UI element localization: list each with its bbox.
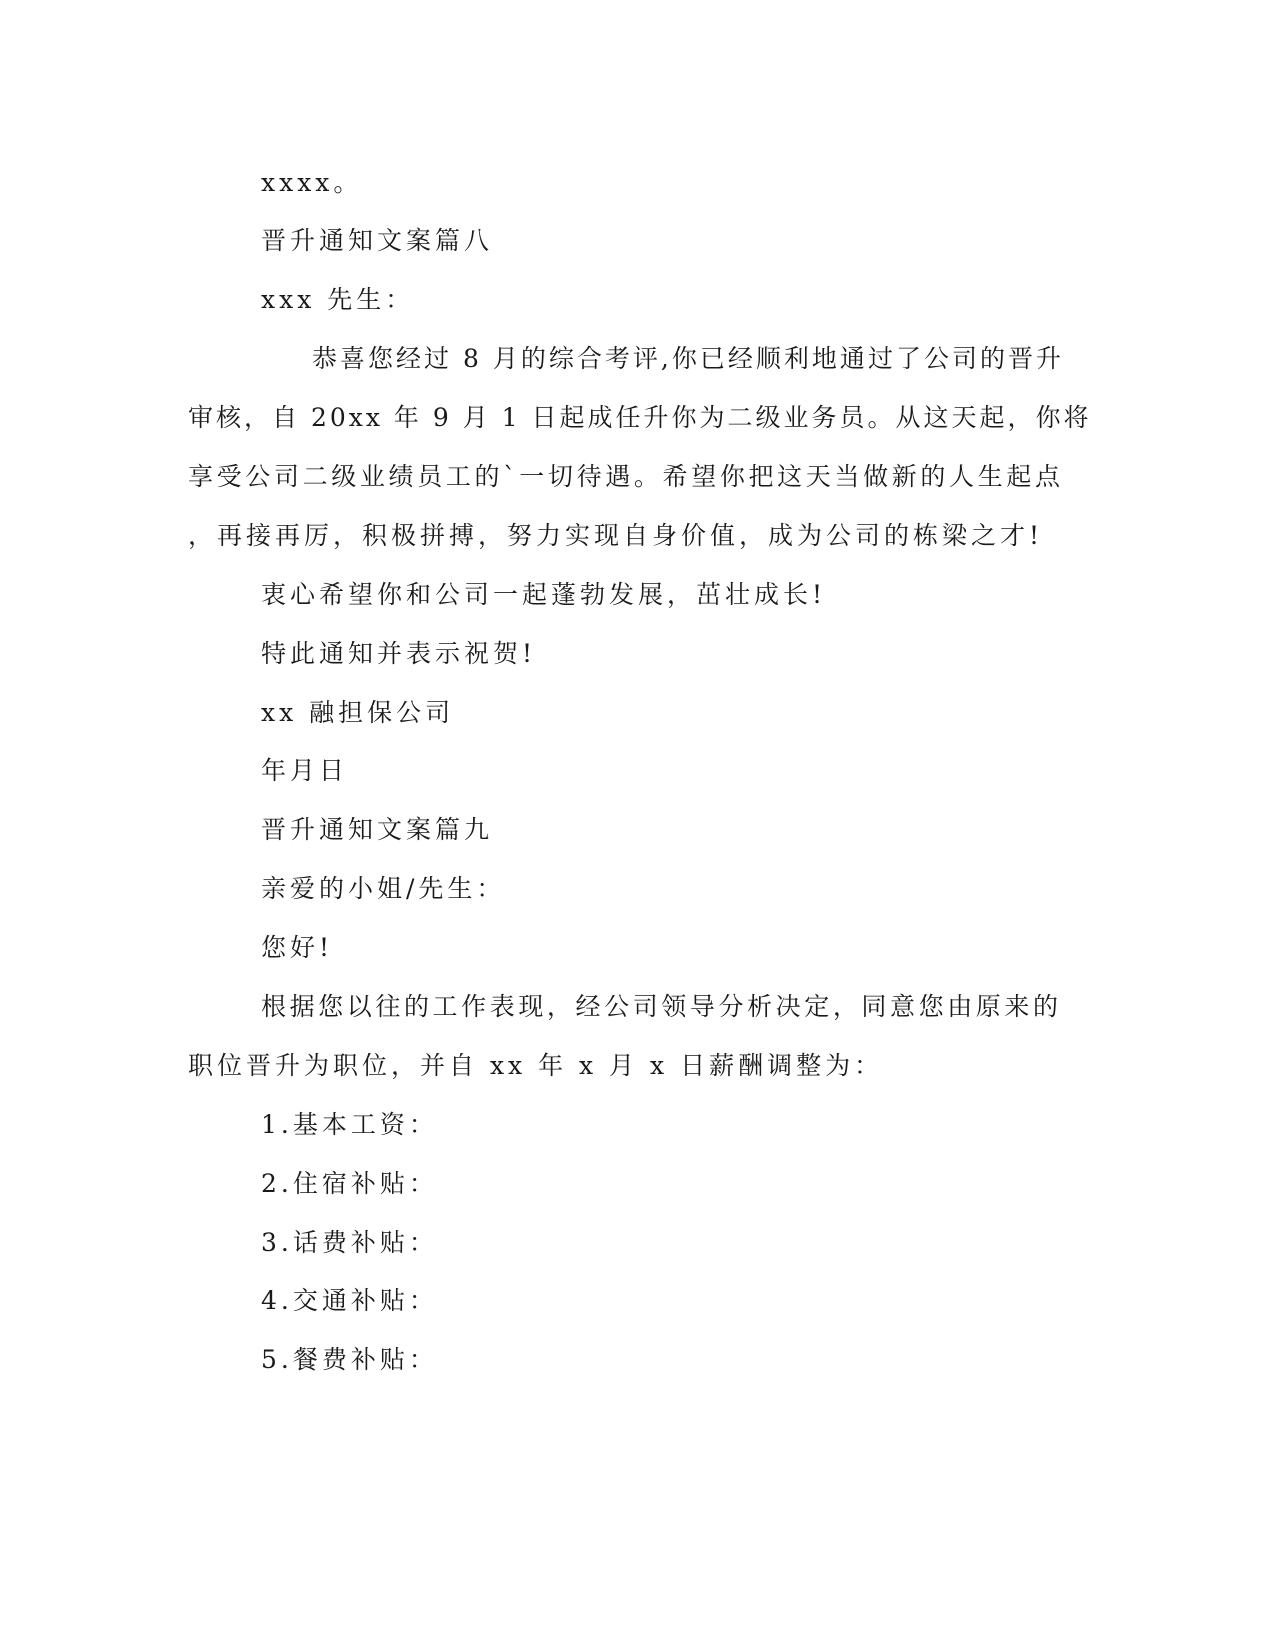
list-item: 1.基本工资：	[261, 1110, 438, 1139]
paragraph-line: 特此通知并表示祝贺!	[261, 639, 537, 668]
text-line-closing-fragment: xxxx。	[261, 168, 363, 197]
salutation-mr: xxx 先生：	[261, 285, 415, 314]
paragraph-line: 衷心希望你和公司一起蓬勃发展，茁壮成长!	[261, 580, 827, 609]
signature-date: 年月日	[261, 756, 349, 785]
paragraph-line: 审核，自 20xx 年 9 月 1 日起成任升你为二级业务员。从这天起，你将	[188, 403, 1092, 432]
greeting: 您好!	[261, 933, 334, 962]
list-item: 2.住宿补贴：	[261, 1169, 438, 1198]
section-heading-8: 晋升通知文案篇八	[261, 226, 494, 255]
section-heading-9: 晋升通知文案篇九	[261, 815, 494, 844]
paragraph-line: 职位晋升为职位，并自 xx 年 x 月 x 日薪酬调整为：	[188, 1051, 884, 1080]
paragraph-line: 根据您以往的工作表现，经公司领导分析决定，同意您由原来的	[261, 992, 1061, 1021]
list-item: 3.话费补贴：	[261, 1228, 438, 1257]
paragraph-line: 恭喜您经过 8 月的综合考评,你已经顺利地通过了公司的晋升	[312, 344, 1064, 373]
salutation-dear: 亲爱的小姐/先生：	[261, 874, 506, 903]
paragraph-line: ，再接再厉，积极拼搏，努力实现自身价值，成为公司的栋梁之才!	[188, 521, 1044, 550]
paragraph-line: 享受公司二级业绩员工的`一切待遇。希望你把这天当做新的人生起点	[188, 462, 1063, 491]
list-item: 4.交通补贴：	[261, 1286, 438, 1315]
list-item: 5.餐费补贴：	[261, 1345, 438, 1374]
signature-company: xx 融担保公司	[261, 698, 455, 727]
